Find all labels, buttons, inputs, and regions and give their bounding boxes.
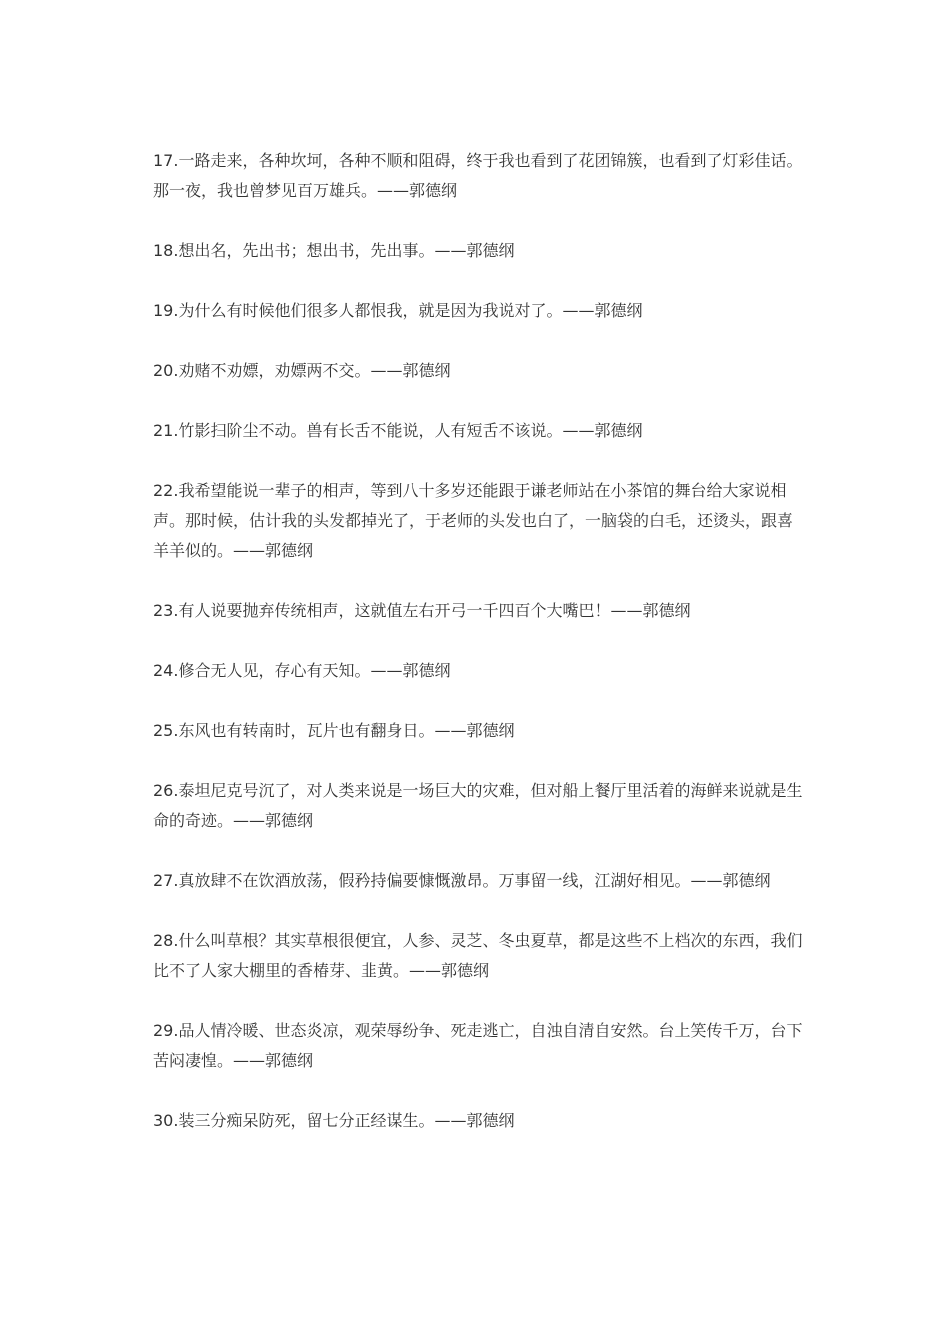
quote-29: 29.品人情冷暖、世态炎凉，观荣辱纷争、死走逃亡，自浊自清自安然。台上笑传千万，台下苦闷凄惶。——郭德纲 [153, 1021, 803, 1070]
quote-25: 25.东风也有转南时，瓦片也有翻身日。——郭德纲 [153, 721, 515, 740]
quote-19: 19.为什么有时候他们很多人都恨我，就是因为我说对了。——郭德纲 [153, 301, 643, 320]
quote-24: 24.修合无人见，存心有天知。——郭德纲 [153, 661, 451, 680]
quote-18: 18.想出名，先出书；想出书，先出事。——郭德纲 [153, 241, 515, 260]
quote-28: 28.什么叫草根？其实草根很便宜，人参、灵芝、冬虫夏草，都是这些不上档次的东西，我们比不了人家大棚里的香椿芽、韭黄。——郭德纲 [153, 931, 803, 980]
quote-23: 23.有人说要抛弃传统相声，这就值左右开弓一千四百个大嘴巴！——郭德纲 [153, 601, 691, 620]
quote-27: 27.真放肆不在饮酒放荡，假矜持偏要慷慨激昂。万事留一线，江湖好相见。——郭德纲 [153, 871, 771, 890]
quote-list [153, 146, 803, 1136]
quote-17: 17.一路走来，各种坎坷，各种不顺和阻碍，终于我也看到了花团锦簇，也看到了灯彩佳话。那一夜，我也曾梦见百万雄兵。——郭德纲 [153, 151, 803, 200]
quote-21: 21.竹影扫阶尘不动。兽有长舌不能说，人有短舌不该说。——郭德纲 [153, 421, 643, 440]
quote-22: 22.我希望能说一辈子的相声，等到八十多岁还能跟于谦老师站在小茶馆的舞台给大家说相声。那时候，估计我的头发都掉光了，于老师的头发也白了，一脑袋的白毛，还烫头，跟喜羊羊似的。——郭德纲 [153, 481, 794, 560]
quote-30: 30.装三分痴呆防死，留七分正经谋生。——郭德纲 [153, 1111, 515, 1130]
quote-26: 26.泰坦尼克号沉了，对人类来说是一场巨大的灾难，但对船上餐厅里活着的海鲜来说就是生命的奇迹。——郭德纲 [153, 781, 803, 830]
quote-20: 20.劝赌不劝嫖，劝嫖两不交。——郭德纲 [153, 361, 451, 380]
